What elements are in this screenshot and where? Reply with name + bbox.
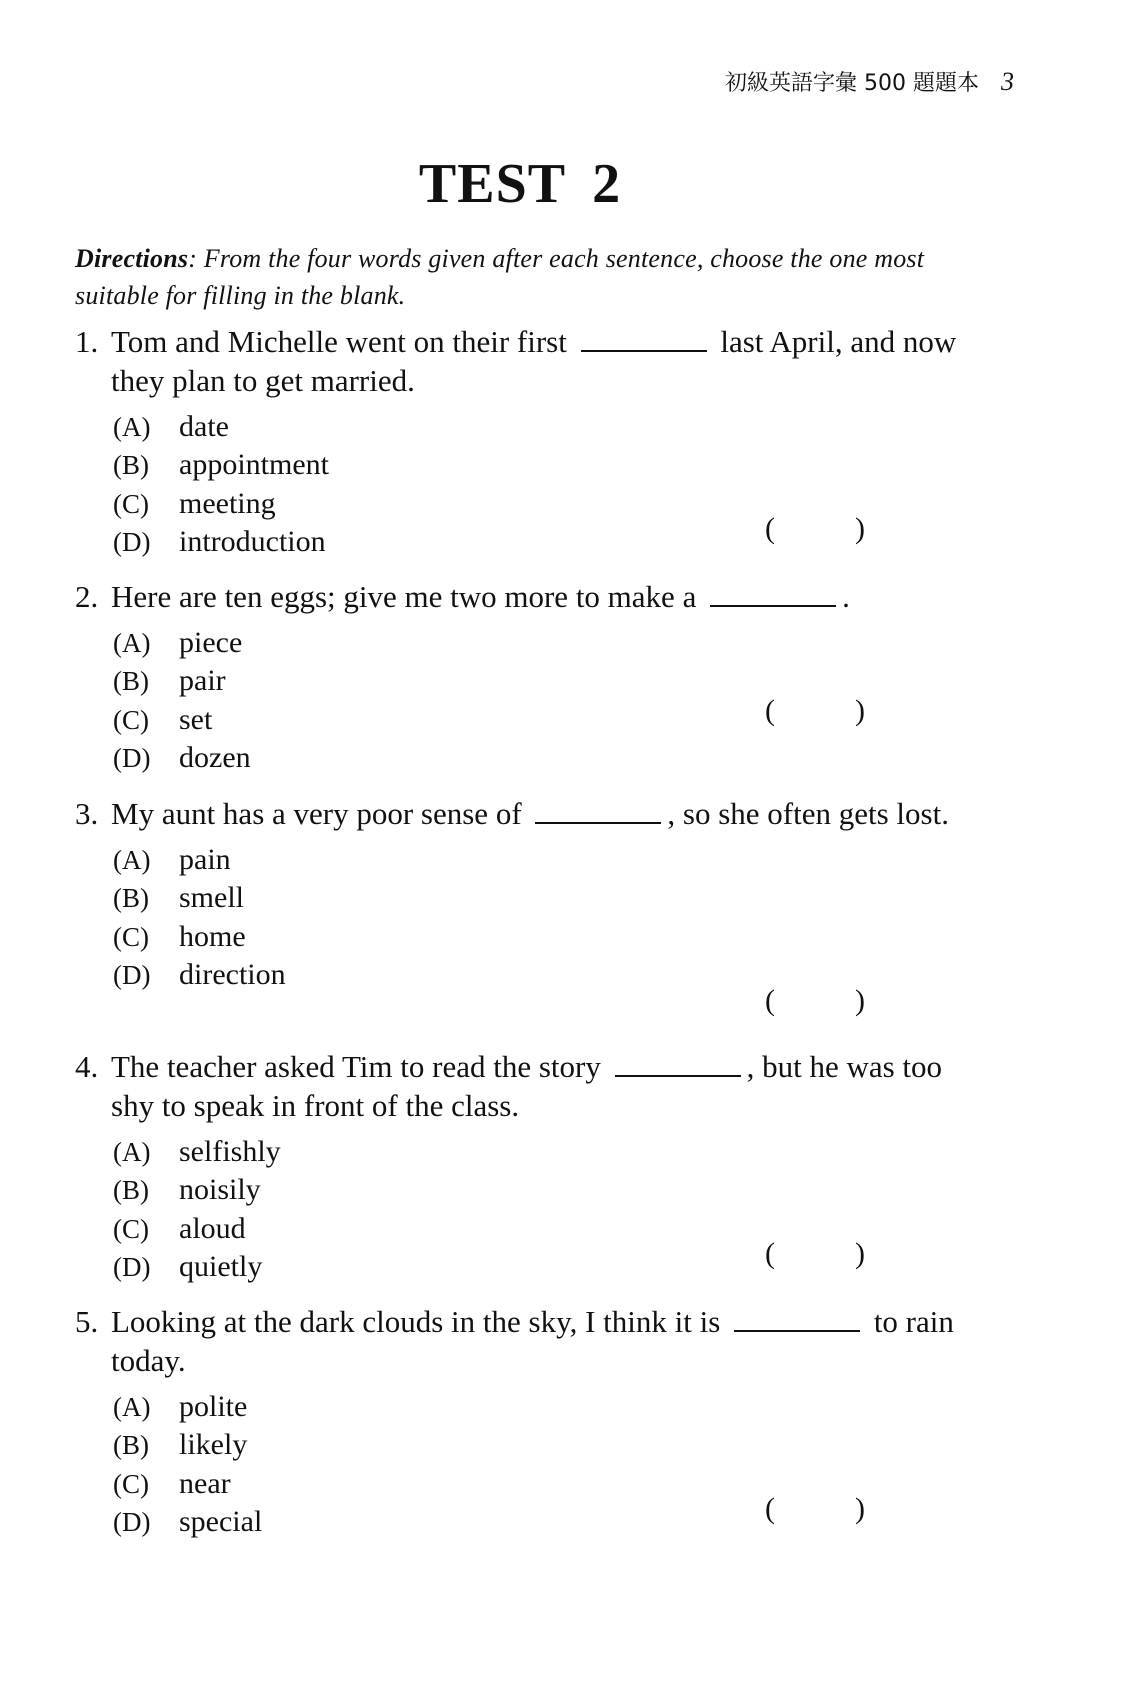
option-a[interactable] bbox=[113, 408, 975, 446]
option-text: pain bbox=[179, 843, 231, 876]
option-b[interactable] bbox=[113, 1171, 975, 1209]
option-text: direction bbox=[179, 957, 286, 991]
option-letter: (A) bbox=[113, 845, 151, 875]
option-b[interactable] bbox=[113, 446, 975, 484]
question-4 bbox=[75, 1047, 975, 1286]
stem-after-blank: , but he was too shy to speak in front of the class. bbox=[111, 1049, 943, 1123]
option-text: piece bbox=[179, 626, 243, 659]
option-text: set bbox=[179, 702, 213, 736]
answer-blank bbox=[615, 1074, 741, 1077]
option-text: near bbox=[179, 1466, 231, 1500]
option-c[interactable] bbox=[113, 918, 975, 956]
stem-before-blank: My aunt has a very poor sense of bbox=[111, 796, 522, 831]
answer-open-paren: ( bbox=[765, 1492, 775, 1525]
option-a[interactable] bbox=[113, 624, 975, 662]
answer-box[interactable] bbox=[765, 694, 865, 728]
answer-box[interactable] bbox=[765, 984, 865, 1018]
stem-before-blank: Looking at the dark clouds in the sky, I think it is bbox=[111, 1304, 721, 1339]
option-letter: (A) bbox=[113, 412, 151, 442]
question-stem bbox=[75, 794, 975, 833]
option-text: special bbox=[179, 1504, 263, 1538]
option-letter: (C) bbox=[113, 1468, 149, 1499]
option-text: polite bbox=[179, 1390, 248, 1423]
question-number: 5. bbox=[75, 1304, 99, 1339]
page-number: 3 bbox=[1001, 67, 1014, 96]
options-list bbox=[113, 841, 975, 994]
option-letter: (B) bbox=[113, 1175, 149, 1206]
option-text: smell bbox=[179, 881, 244, 915]
option-letter: (B) bbox=[113, 883, 149, 914]
running-head bbox=[725, 66, 1014, 97]
option-text: dozen bbox=[179, 740, 251, 774]
book-title: 初級英語字彙 500 題題本 bbox=[725, 71, 979, 96]
question-stem bbox=[75, 577, 975, 616]
option-text: selfishly bbox=[179, 1135, 281, 1168]
option-letter: (B) bbox=[113, 1430, 149, 1461]
answer-blank bbox=[581, 349, 707, 352]
answer-blank bbox=[535, 821, 661, 824]
option-text: introduction bbox=[179, 524, 326, 558]
option-letter: (C) bbox=[113, 1213, 149, 1244]
option-letter: (D) bbox=[113, 742, 151, 773]
option-b[interactable] bbox=[113, 1426, 975, 1464]
question-number: 4. bbox=[75, 1049, 99, 1084]
option-text: quietly bbox=[179, 1249, 263, 1283]
option-letter: (B) bbox=[113, 450, 149, 481]
option-text: home bbox=[179, 919, 246, 953]
option-text: likely bbox=[179, 1428, 248, 1462]
option-letter: (B) bbox=[113, 666, 149, 697]
test-title: TEST 2 bbox=[418, 153, 622, 215]
option-a[interactable] bbox=[113, 1133, 975, 1171]
answer-blank bbox=[734, 1329, 860, 1332]
answer-box[interactable] bbox=[765, 512, 865, 546]
question-number: 1. bbox=[75, 324, 99, 359]
stem-after-blank: last April, and now they plan to get married. bbox=[111, 324, 957, 398]
answer-close-paren: ) bbox=[855, 1492, 865, 1525]
answer-open-paren: ( bbox=[765, 694, 775, 727]
stem-after-blank: to rain today. bbox=[111, 1304, 954, 1378]
option-letter: (D) bbox=[113, 1251, 151, 1282]
stem-before-blank: The teacher asked Tim to read the story bbox=[111, 1049, 601, 1084]
option-a[interactable] bbox=[113, 841, 975, 879]
option-text: meeting bbox=[179, 486, 276, 520]
question-stem bbox=[75, 322, 975, 400]
question-stem bbox=[75, 1047, 975, 1125]
directions-label: Directions bbox=[75, 244, 189, 273]
option-text: appointment bbox=[179, 448, 329, 482]
option-letter: (A) bbox=[113, 1392, 151, 1422]
answer-open-paren: ( bbox=[765, 1237, 775, 1270]
stem-after-blank: , so she often gets lost. bbox=[667, 796, 949, 831]
stem-before-blank: Here are ten eggs; give me two more to make a bbox=[111, 579, 697, 614]
answer-box[interactable] bbox=[765, 1237, 865, 1271]
option-text: noisily bbox=[179, 1173, 261, 1207]
question-stem bbox=[75, 1302, 975, 1380]
answer-blank bbox=[710, 604, 836, 607]
option-letter: (D) bbox=[113, 1506, 151, 1537]
question-2 bbox=[75, 577, 975, 777]
option-letter: (D) bbox=[113, 959, 151, 990]
option-d[interactable] bbox=[113, 739, 975, 777]
stem-before-blank: Tom and Michelle went on their first bbox=[111, 324, 567, 359]
option-b[interactable] bbox=[113, 879, 975, 917]
option-letter: (D) bbox=[113, 526, 151, 557]
question-5 bbox=[75, 1302, 975, 1541]
question-number: 3. bbox=[75, 796, 99, 831]
directions-text: : From the four words given after each sentence, choose the one most suitable for filling in the blank. bbox=[75, 244, 925, 310]
question-3 bbox=[75, 794, 975, 1017]
option-text: pair bbox=[179, 664, 226, 698]
option-letter: (C) bbox=[113, 704, 149, 735]
directions bbox=[75, 240, 975, 314]
answer-open-paren: ( bbox=[765, 512, 775, 545]
option-letter: (C) bbox=[113, 921, 149, 952]
answer-close-paren: ) bbox=[855, 694, 865, 727]
answer-close-paren: ) bbox=[855, 984, 865, 1017]
question-number: 2. bbox=[75, 579, 99, 614]
answer-close-paren: ) bbox=[855, 1237, 865, 1270]
option-letter: (A) bbox=[113, 1137, 151, 1167]
answer-close-paren: ) bbox=[855, 512, 865, 545]
option-a[interactable] bbox=[113, 1388, 975, 1426]
answer-open-paren: ( bbox=[765, 984, 775, 1017]
option-text: aloud bbox=[179, 1211, 246, 1245]
stem-after-blank: . bbox=[842, 579, 850, 614]
question-1 bbox=[75, 322, 975, 561]
answer-box[interactable] bbox=[765, 1492, 865, 1526]
option-letter: (A) bbox=[113, 628, 151, 658]
option-letter: (C) bbox=[113, 488, 149, 519]
option-text: date bbox=[179, 410, 229, 443]
